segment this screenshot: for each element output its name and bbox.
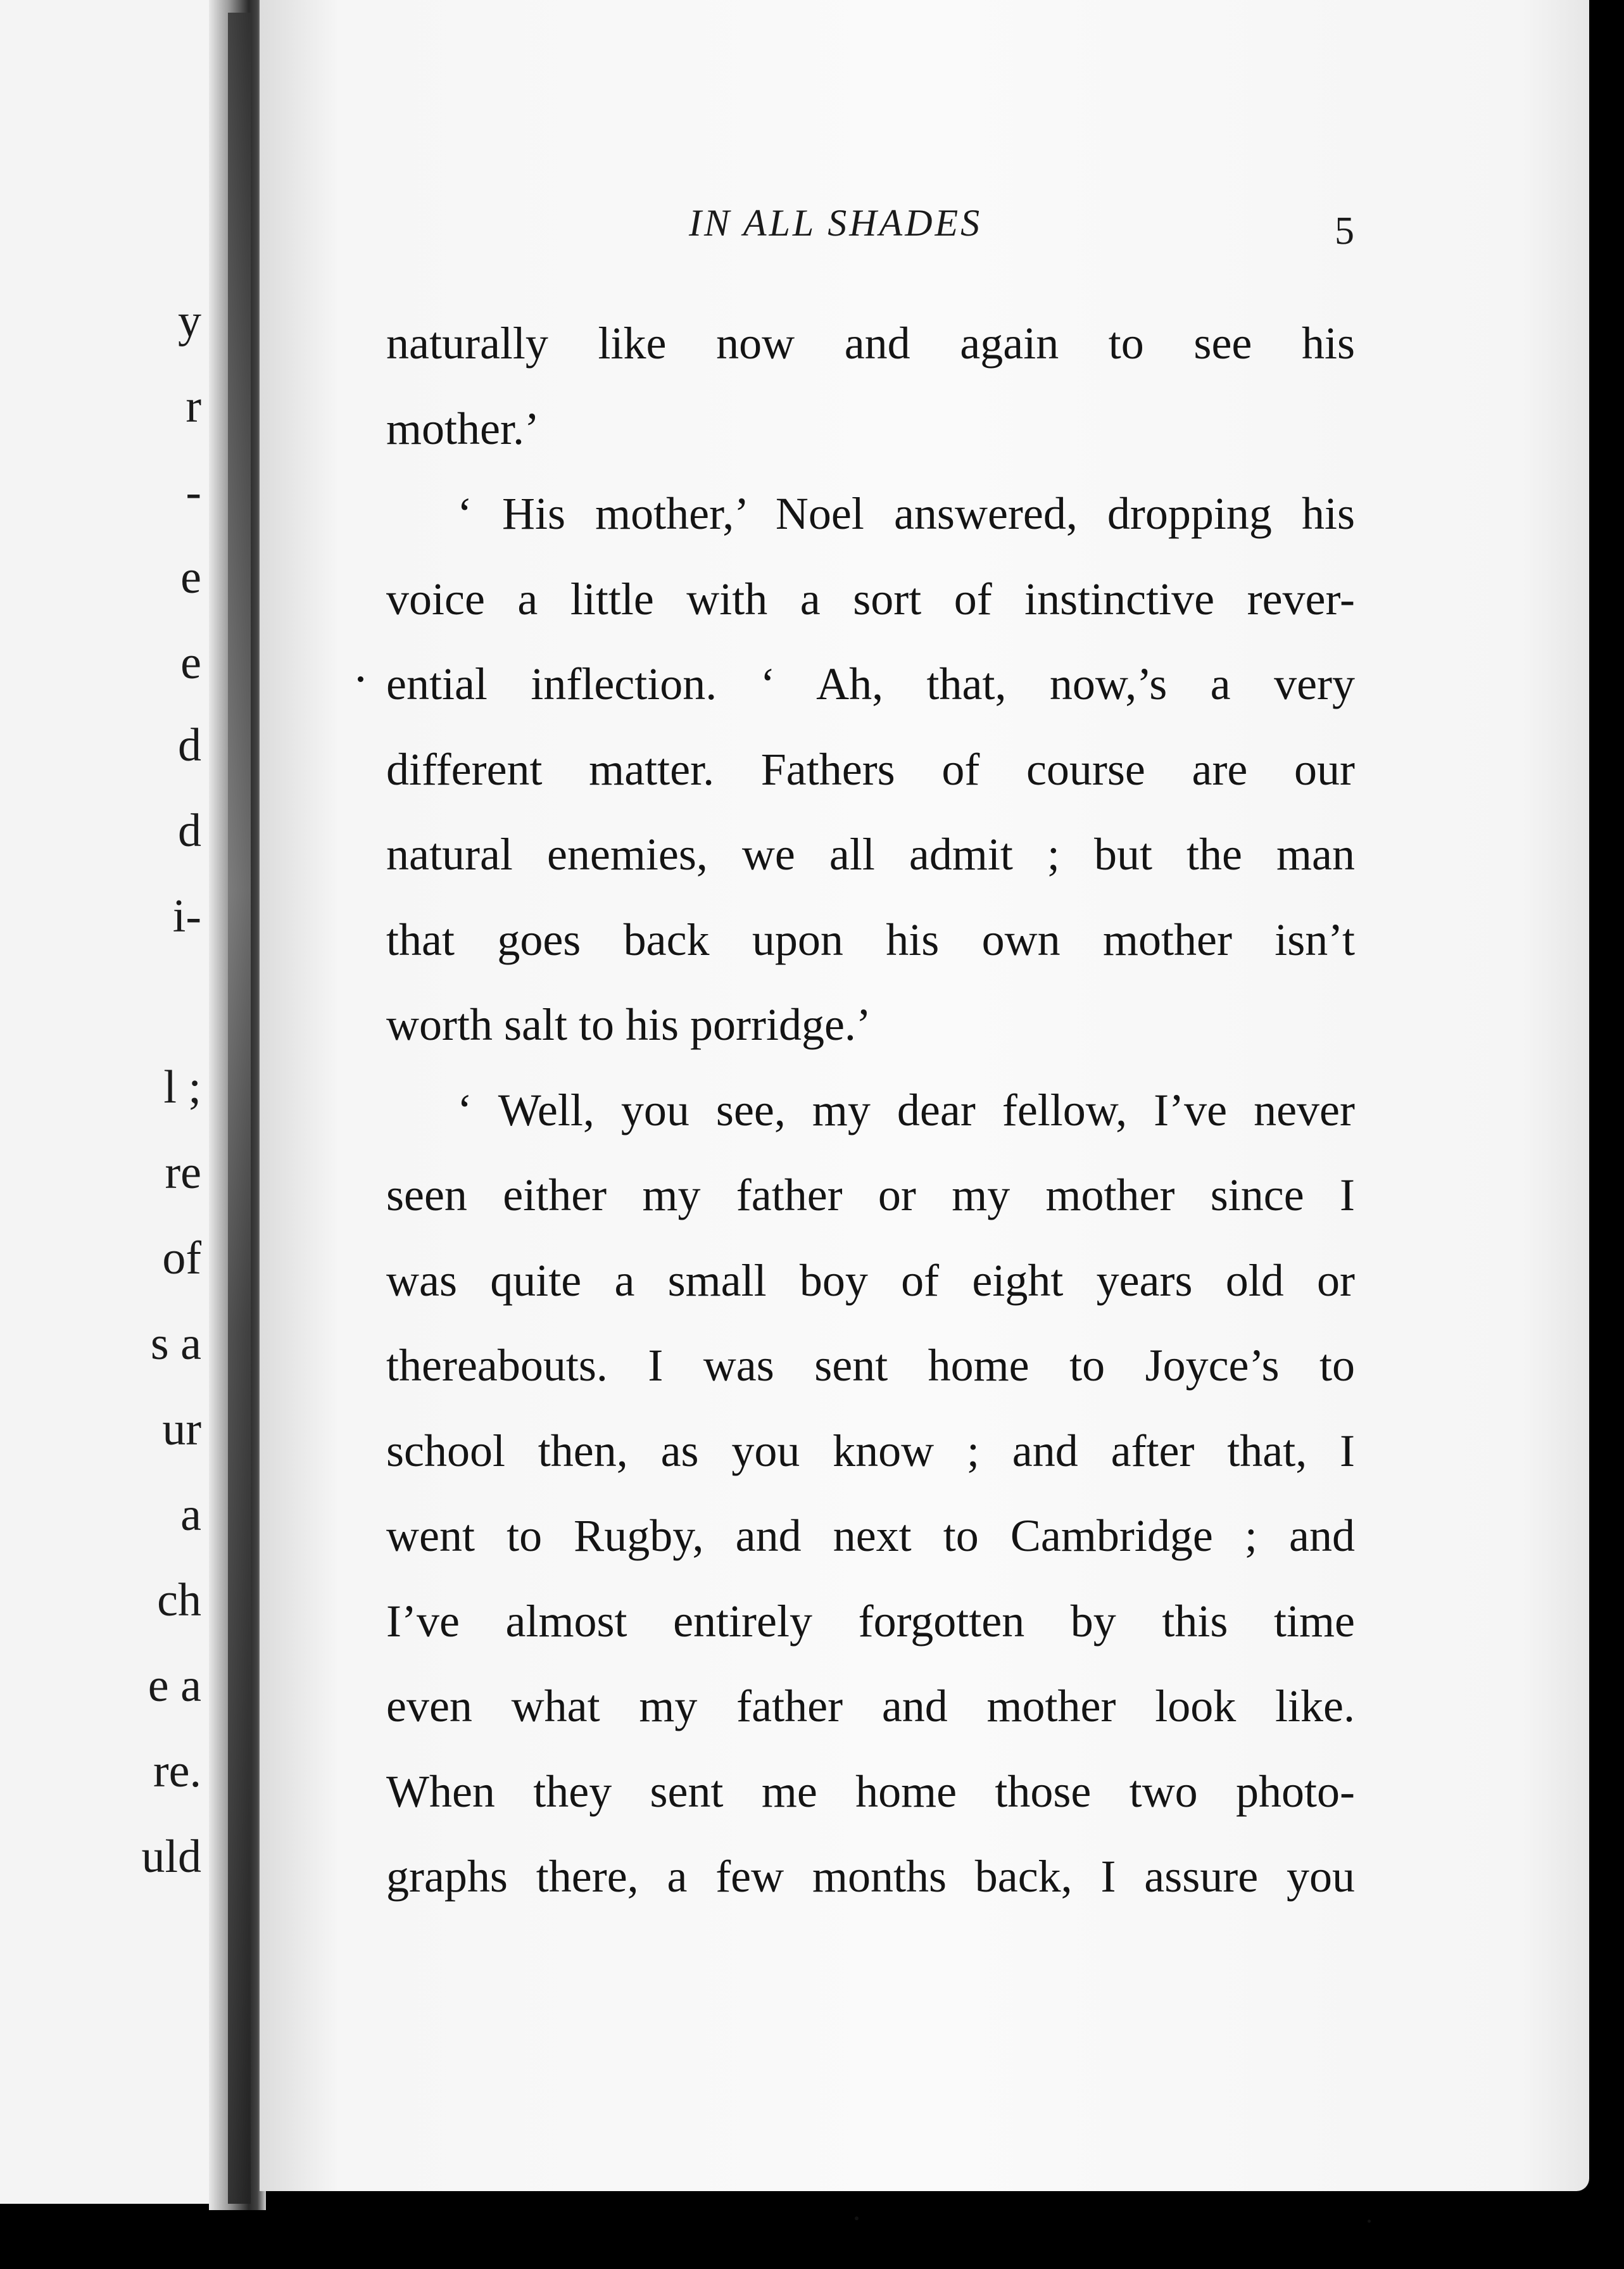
facing-page-text: l ; [163, 1061, 201, 1113]
facing-page-text: ch [157, 1574, 201, 1626]
facing-page-text: d [178, 805, 201, 857]
body-text [386, 301, 1355, 1919]
text-line: mother.’ [386, 403, 539, 454]
binding-shadow [228, 13, 251, 2204]
text-line: When they sent me home those two photo- [386, 1766, 1355, 1817]
facing-page-text: r [186, 381, 201, 433]
text-line: ential inflection. ‘ Ah, that, now,’s a very [386, 659, 1355, 709]
facing-page-fragment [0, 0, 222, 2204]
facing-page-text: y [178, 295, 201, 347]
facing-page-text: of [162, 1232, 201, 1284]
text-line: ‘ Well, you see, my dear fellow, I’ve never [457, 1084, 1355, 1135]
text-line: school then, as you know ; and after that, I [386, 1425, 1355, 1476]
scan-speck [358, 676, 363, 682]
text-line: went to Rugby, and next to Cambridge ; and [386, 1510, 1355, 1561]
scan-speck [855, 2216, 859, 2220]
text-line: thereabouts. I was sent home to Joyce’s to [386, 1340, 1355, 1391]
facing-page-text: ur [162, 1403, 201, 1455]
text-line: ‘ His mother,’ Noel answered, dropping his [457, 488, 1355, 539]
facing-page-text: e [180, 637, 201, 689]
text-line: seen either my father or my mother since I [386, 1170, 1355, 1220]
text-line: voice a little with a sort of instinctive rever- [386, 573, 1355, 624]
facing-page-text: e [180, 552, 201, 604]
facing-page-text: re. [153, 1745, 201, 1797]
text-line: natural enemies, we all admit ; but the man [386, 829, 1355, 880]
text-line: worth salt to his porridge.’ [386, 999, 871, 1050]
text-line: was quite a small boy of eight years old or [386, 1255, 1355, 1306]
running-head: IN ALL SHADES [689, 202, 983, 244]
facing-page-text: - [186, 466, 201, 518]
facing-page-text: d [178, 719, 201, 771]
facing-page-text: uld [141, 1831, 201, 1883]
page-number: 5 [1335, 210, 1354, 253]
text-line: even what my father and mother look like. [386, 1681, 1355, 1731]
facing-page-text: re [165, 1147, 201, 1199]
facing-page-text: s a [150, 1318, 201, 1370]
text-line: that goes back upon his own mother isn’t [386, 914, 1355, 965]
text-line: graphs there, a few months back, I assure you [386, 1851, 1355, 1902]
facing-page-text: a [180, 1489, 201, 1541]
text-line: I’ve almost entirely forgotten by this time [386, 1595, 1355, 1646]
text-line: different matter. Fathers of course are our [386, 743, 1355, 795]
facing-page-text: e a [148, 1660, 201, 1712]
scan-speck [1368, 2220, 1371, 2223]
facing-page-text: i- [172, 890, 201, 942]
text-line: naturally like now and again to see his [386, 318, 1355, 369]
